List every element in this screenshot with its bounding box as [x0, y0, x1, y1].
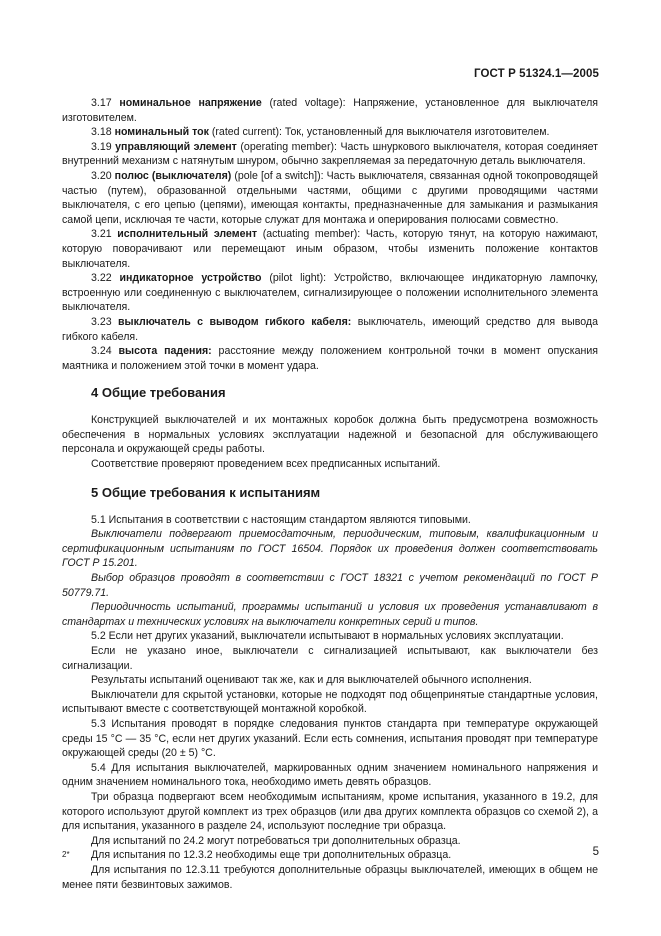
paragraph: Результаты испытаний оценивают так же, как и для выключателей обычного исполнения. [91, 674, 532, 687]
page-number: 5 [592, 846, 599, 858]
paragraph: Конструкцией выключателей и их монтажных коробок должна быть предусмотрена возможность обеспечения в нормальных условиях эксплуатации надежной и безопасной для обслуживающего персонала и окружающей среды работы. [62, 414, 598, 456]
definition-term: номинальное напряжение [119, 97, 262, 109]
paragraph-5-1: 5.1 Испытания в соответствии с настоящим стандартом являются типовыми. [91, 513, 471, 526]
definition-text: расстояние между положением контрольной точки в момент опускания маятника и положением этой точки в момент удара. [62, 345, 598, 372]
section-4-heading: 4 Общие требования [91, 385, 226, 401]
definition-text: (pole [of a switch]): Часть выключателя, связанная одной токопроводящей частью (путем), образованной отдельными частями, общими с другими проводящими частями выключателя, с его цепью (цепями), имеющая контакты, предназначенные для замыкания и размыкания самой цепи, исключая те части, которые служат для монтажа и оперирования полюсами совместно. [62, 169, 598, 226]
definition-term: исполнительный элемент [117, 228, 258, 241]
definition-number: 3.18 [91, 126, 112, 139]
definition-3-18 [62, 125, 598, 140]
paragraph-italic: Выбор образцов проводят в соответствии с ГОСТ 18321 с учетом рекомендаций по ГОСТ Р 50779.71. [62, 572, 598, 599]
paragraph: Для испытания по 12.3.11 требуются дополнительные образцы выключателей, имеющих в общем не менее пяти безвинтовых зажимов. [62, 863, 598, 891]
definition-number: 3.19 [91, 140, 112, 153]
definition-text: (pilot light): Устройство, включающее индикаторную лампочку, встроенную или соединенную с выключателем, сигнализирующее о положении исполнительного элемента выключателя. [62, 272, 598, 314]
definition-text: (rated voltage): Напряжение, установленное для выключателя изготовителем. [62, 97, 598, 124]
paragraph: Три образца подвергают всем необходимым испытаниям, кроме испытания, указанного в 19.2, для которого используют другой комплект из трех образцов (или два других комплекта образцов со схемой 2), а для испытания, указанного в разделе 24, используют последние три образца. [62, 790, 598, 833]
sheet-signature: 2* [62, 850, 70, 859]
definition-number: 3.22 [91, 272, 112, 285]
definition-3-23 [62, 315, 598, 344]
paragraph-5-3: 5.3 Испытания проводят в порядке следования пунктов стандарта при температуре окружающей среды 15 °С — 35 °С, если нет других указаний. Если есть сомнения, испытания проводят при температуре окружающей среды (20 ± 5) °С. [62, 717, 598, 760]
definition-text: выключатель, имеющий средство для вывода гибкого кабеля. [62, 315, 598, 343]
paragraph-italic: Выключатели подвергают приемосдаточным, периодическим, типовым, квалификационным и сертификационным испытаниям по ГОСТ 16504. Порядок их проведения должен соответствовать ГОСТ Р 15.201. [62, 528, 598, 570]
definition-number: 3.20 [91, 169, 112, 182]
paragraph-5-4: 5.4 Для испытания выключателей, маркированных одним значением номинального напряжения и одним значением номинального тока, необходимо иметь девять образцов. [62, 761, 598, 789]
paragraph: Соответствие проверяют проведением всех предписанных испытаний. [91, 458, 441, 471]
definition-3-19 [62, 140, 598, 169]
definition-3-20 [62, 169, 598, 227]
definition-3-17 [62, 96, 598, 125]
definition-term: номинальный ток [114, 126, 209, 139]
definition-term: полюс (выключателя) [114, 169, 232, 182]
paragraph-5-2: 5.2 Если нет других указаний, выключатели испытывают в нормальных условиях эксплуатации. [91, 630, 564, 643]
paragraph: Выключатели для скрытой установки, которые не подходят под общепринятые стандартные условия, испытывают вместе с соответствующей монтажной коробкой. [62, 688, 598, 716]
section-5-heading: 5 Общие требования к испытаниям [91, 484, 321, 500]
definition-3-22 [62, 271, 598, 315]
definition-number: 3.23 [91, 315, 112, 328]
paragraph-italic: Периодичность испытаний, программы испытаний и условия их проведения устанавливают в стандартах и технических условиях на выключатели конкретных серий и типов. [62, 601, 598, 628]
definition-number: 3.24 [91, 345, 112, 358]
page-content [62, 96, 598, 892]
definition-3-21 [62, 227, 598, 271]
definition-text: (operating member): Часть шнуркового выключателя, которая соединяет внутренний механизм с натянутым шнуром, обычно закрепляемая за передаточную деталь выключателя. [62, 140, 598, 168]
definition-term: высота падения: [118, 345, 212, 358]
definition-text: (rated current): Ток, установленный для выключателя изготовителем. [208, 126, 550, 139]
definition-number: 3.17 [91, 97, 112, 109]
paragraph: Если не указано иное, выключатели с сигнализацией испытывают, как выключатели без сигнализации. [62, 645, 598, 672]
paragraph: Для испытаний по 24.2 могут потребоваться три дополнительных образца. [91, 834, 461, 847]
definition-text: (actuating member): Часть, которую тянут, на которую нажимают, которую поворачивают или перемещают иным образом, чтобы изменить положение контактов выключателя. [62, 228, 598, 270]
definition-term: управляющий элемент [115, 140, 237, 153]
definition-term: индикаторное устройство [119, 272, 262, 285]
definition-number: 3.21 [91, 228, 112, 241]
document-number: ГОСТ Р 51324.1—2005 [474, 68, 599, 80]
definition-3-24 [62, 344, 598, 373]
paragraph: Для испытания по 12.3.2 необходимы еще три дополнительных образца. [91, 849, 452, 862]
definition-term: выключатель с выводом гибкого кабеля: [118, 315, 352, 328]
